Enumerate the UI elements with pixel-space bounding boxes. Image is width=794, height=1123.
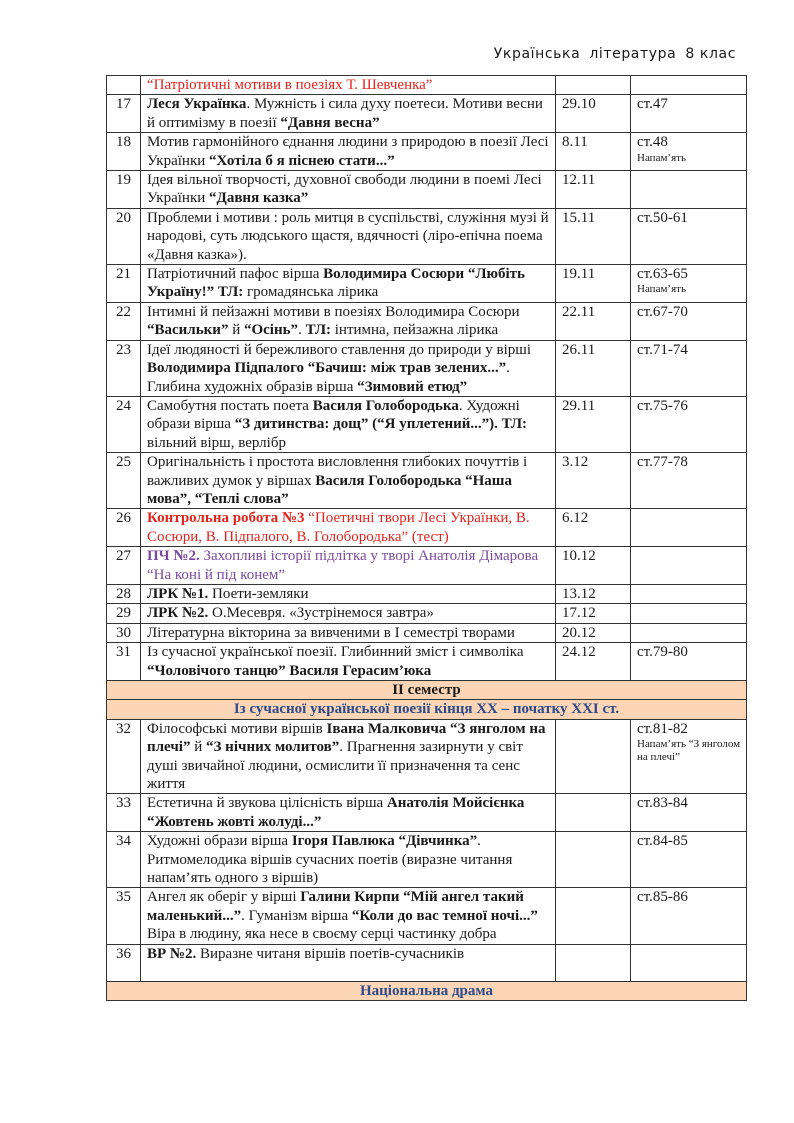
topic-text: ТЛ: (305, 322, 331, 339)
topic-text: ЛРК №2. (147, 605, 209, 622)
topic-text: Ідея вільної творчості, духовної свободи людини в поемі Лесі Українки (147, 172, 542, 207)
textbook-pages (631, 265, 747, 303)
lesson-topic (141, 604, 556, 623)
page-header (490, 46, 736, 62)
lesson-number: 21 (107, 265, 141, 303)
topic-text: Філософські мотиви віршів (147, 720, 327, 737)
textbook-pages (631, 944, 747, 981)
lesson-number: 30 (107, 623, 141, 642)
lesson-date: 19.11 (556, 265, 631, 303)
topic-text: Поети-земляки (208, 585, 309, 602)
textbook-pages (631, 453, 747, 509)
topic-text: й (228, 322, 244, 339)
table-row (107, 547, 747, 585)
topic-text: “З нічних молитов” (206, 739, 340, 756)
textbook-pages (631, 623, 747, 642)
lesson-topic (141, 643, 556, 681)
page-ref: ст.81-82 (637, 720, 688, 737)
topic-text: Проблеми і мотиви : роль митця в суспільстві, служіння музі й народові, суть людського щастя, вдячності (ліро-епічна поема «Давня казка»). (147, 209, 549, 263)
lesson-date: 17.12 (556, 604, 631, 623)
topic-text: О.Месевря. «Зустрінемося завтра» (208, 605, 434, 622)
memorize-note: Напам’ять (637, 151, 686, 164)
topic-text: Володимира Сосюри “Любіть Україну!” ТЛ: (147, 266, 525, 301)
topic-text: Анатолія Мойсієнка “Жовтень жовті жолуді...” (147, 795, 525, 830)
table-row (107, 171, 747, 209)
table-row (107, 643, 747, 681)
lesson-date: 26.11 (556, 340, 631, 396)
lesson-date (556, 794, 631, 832)
table-row (107, 396, 747, 452)
lesson-date: 12.11 (556, 171, 631, 209)
lesson-date (556, 76, 631, 95)
lesson-topic (141, 547, 556, 585)
lesson-date: 15.11 (556, 208, 631, 264)
topic-text: Галини Кирпи “Мій ангел такий маленький...” (147, 889, 524, 924)
topic-text: “Патріотичні мотиви в поезіях Т. Шевченка” (147, 77, 433, 93)
topic-text: . Художні образи вірша (147, 397, 520, 433)
table-row (107, 623, 747, 642)
topic-text: . Гуманізм вірша (241, 907, 352, 924)
header-word2: література (589, 46, 677, 62)
lesson-date: 29.10 (556, 95, 631, 133)
lesson-date (556, 832, 631, 888)
lesson-number: 19 (107, 171, 141, 209)
lesson-number: 36 (107, 944, 141, 981)
page-ref: ст.84-85 (637, 833, 688, 850)
lesson-number: 24 (107, 396, 141, 452)
lesson-number: 29 (107, 604, 141, 623)
lesson-number: 17 (107, 95, 141, 133)
lesson-date (556, 944, 631, 981)
topic-text: громадянська лірика (243, 284, 379, 301)
lesson-topic (141, 208, 556, 264)
page-ref: ст.79-80 (637, 644, 688, 661)
lesson-number: 35 (107, 888, 141, 944)
lesson-date (556, 719, 631, 794)
lesson-topic (141, 265, 556, 303)
lesson-number: 18 (107, 133, 141, 171)
topic-text: Із сучасної української поезії. Глибинний зміст і символіка (147, 644, 524, 661)
topic-text: Леся Українка (147, 96, 247, 113)
topic-text: “Давня весна” (280, 114, 380, 131)
lesson-topic (141, 944, 556, 981)
section-title: ІІ семестр (107, 681, 747, 700)
page-ref: ст.77-78 (637, 454, 688, 471)
topic-text: Володимира Підпалого “Бачиш: між трав зелених...” (147, 360, 507, 377)
topic-text: ЛРК №1. (147, 585, 209, 602)
page-ref: ст.50-61 (637, 209, 688, 226)
topic-text: . Прагнення зазирнути у світ душі звичайної людини, осмислити її призначення та сенс життя (147, 739, 523, 793)
topic-text: Василя Голобородька (312, 397, 459, 414)
page-ref: ст.71-74 (637, 341, 688, 358)
lesson-topic (141, 340, 556, 396)
table-row (107, 76, 747, 95)
page-ref: ст.63-65 (637, 266, 688, 283)
topic-text: Контрольна робота №3 (147, 510, 305, 527)
topic-text: й (190, 739, 207, 756)
section-header-row (107, 981, 747, 1000)
lesson-date: 8.11 (556, 133, 631, 171)
lesson-number: 34 (107, 832, 141, 888)
section-title: Із сучасної української поезії кінця ХХ – початку ХХІ ст. (107, 700, 747, 719)
topic-text: “Хотіла б я піснею стати...” (209, 152, 395, 169)
lesson-topic (141, 623, 556, 642)
textbook-pages (631, 584, 747, 603)
memorize-note: Напам’ять (637, 283, 686, 296)
lesson-date (556, 888, 631, 944)
lesson-number: 32 (107, 719, 141, 794)
lesson-topic (141, 95, 556, 133)
lesson-topic (141, 794, 556, 832)
topic-text: . Ритмомелодика віршів сучасних поетів (виразне читання напам’ять одного з віршів) (147, 833, 513, 887)
page-ref: ст.67-70 (637, 303, 688, 320)
lesson-topic (141, 171, 556, 209)
lesson-number (107, 76, 141, 95)
textbook-pages (631, 888, 747, 944)
lesson-number: 22 (107, 302, 141, 340)
topic-text: Ігоря Павлюка “Дівчинка” (291, 833, 478, 850)
page-ref: ст.75-76 (637, 397, 688, 414)
topic-text: інтимна, пейзажна лірика (331, 322, 499, 339)
lesson-number: 25 (107, 453, 141, 509)
textbook-pages (631, 604, 747, 623)
table-row (107, 719, 747, 794)
topic-text: “Осінь” (243, 322, 299, 339)
textbook-pages (631, 832, 747, 888)
section-header-row (107, 700, 747, 719)
lesson-topic (141, 302, 556, 340)
table-row (107, 265, 747, 303)
lesson-topic (141, 888, 556, 944)
lesson-topic (141, 133, 556, 171)
textbook-pages (631, 302, 747, 340)
topic-text: Мотив гармонійного єднання людини з природою в поезії Лесі Українки (147, 134, 549, 169)
textbook-pages (631, 794, 747, 832)
table-row (107, 340, 747, 396)
topic-text: Виразне читаня віршів поетів-сучасників (196, 945, 465, 962)
topic-text: “Васильки” (147, 322, 229, 339)
topic-text: “Зимовий етюд” (357, 378, 468, 395)
lesson-date: 29.11 (556, 396, 631, 452)
section-title: Національна драма (107, 981, 747, 1000)
topic-text: . Мужність і сила духу поетеси. Мотиви весни й оптимізму в поезії (147, 96, 543, 131)
topic-text: “Поетичні твори Лесі Українки, В. Сосюри, В. Підпалого, В. Голобородька” (тест) (147, 510, 530, 545)
lesson-number: 33 (107, 794, 141, 832)
topic-text: вільний вірш, верлібр (147, 434, 286, 451)
topic-text: Івана Малковича “З янголом на плечі” (147, 720, 546, 756)
table-row (107, 133, 747, 171)
textbook-pages (631, 340, 747, 396)
topic-text: Василя Голобородька “Наша мова”, “Теплі слова” (147, 472, 512, 507)
topic-text: . Глибина художніх образів вірша (147, 360, 510, 395)
table-row (107, 888, 747, 944)
textbook-pages (631, 509, 747, 547)
table-row (107, 604, 747, 623)
topic-text: Патріотичний пафос вірша (147, 266, 324, 283)
header-grade: 8 клас (685, 46, 736, 62)
lesson-topic (141, 453, 556, 509)
topic-text: ВР №2. (147, 945, 197, 962)
topic-text: Захопливі історії підлітка у творі Анатолія Дімарова “На коні й під конем” (147, 548, 539, 583)
page-ref: ст.48 (637, 134, 668, 151)
topic-text: Ідеї людяності й бережливого ставлення до природи у вірші (147, 341, 532, 358)
lesson-number: 26 (107, 509, 141, 547)
page-ref: ст.85-86 (637, 889, 688, 906)
topic-text: Оригінальність і простота висловлення глибоких почуттів і важливих думок у віршах (147, 454, 528, 489)
topic-text: Літературна вікторина за вивченими в І семестрі творами (147, 624, 515, 641)
lesson-topic (141, 832, 556, 888)
lesson-date: 10.12 (556, 547, 631, 585)
topic-text: Самобутня постать поета (147, 397, 313, 414)
table-row (107, 509, 747, 547)
lesson-date: 22.11 (556, 302, 631, 340)
table-row (107, 832, 747, 888)
topic-text: ПЧ №2. (147, 548, 200, 565)
textbook-pages (631, 95, 747, 133)
table-row (107, 208, 747, 264)
topic-text: . (298, 322, 306, 339)
textbook-pages (631, 133, 747, 171)
textbook-pages (631, 547, 747, 585)
page-ref: ст.83-84 (637, 795, 688, 812)
topic-text: Ангел як оберіг у вірші (147, 889, 301, 906)
topic-text: Інтимні й пейзажні мотиви в поезіях Володимира Сосюри (147, 303, 520, 320)
lesson-date: 13.12 (556, 584, 631, 603)
lesson-topic (141, 76, 556, 95)
lesson-topic (141, 509, 556, 547)
textbook-pages (631, 76, 747, 95)
lesson-topic (141, 396, 556, 452)
table-row (107, 584, 747, 603)
topic-text: Художні образи вірша (147, 833, 292, 850)
table-row (107, 944, 747, 981)
textbook-pages (631, 396, 747, 452)
lesson-date: 24.12 (556, 643, 631, 681)
table-row (107, 302, 747, 340)
header-subject: Українська (493, 46, 581, 62)
topic-text: Естетична й звукова цілісність вірша (147, 795, 387, 812)
topic-text: “Коли до вас темної ночі...” (351, 907, 538, 924)
table-row (107, 95, 747, 133)
table-row (107, 453, 747, 509)
lesson-number: 23 (107, 340, 141, 396)
topic-text: “З дитинства: дощ” (“Я уплетений...”). ТЛ: (234, 416, 528, 433)
table-row (107, 794, 747, 832)
textbook-pages (631, 208, 747, 264)
lesson-number: 27 (107, 547, 141, 585)
page-ref: ст.47 (637, 96, 668, 113)
textbook-pages (631, 171, 747, 209)
lesson-number: 20 (107, 208, 141, 264)
lesson-date: 6.12 (556, 509, 631, 547)
memorize-note: Напам’ять “З янголом на плечі” (637, 738, 741, 763)
lesson-topic (141, 719, 556, 794)
topic-text: Віра в людину, яка несе в своєму серці частинку добра (147, 926, 497, 943)
lesson-topic (141, 584, 556, 603)
textbook-pages (631, 719, 747, 794)
lesson-date: 20.12 (556, 623, 631, 642)
topic-text: “Чоловічого танцю” Василя Герасим’юка (147, 662, 432, 679)
lesson-number: 31 (107, 643, 141, 681)
textbook-pages (631, 643, 747, 681)
lesson-date: 3.12 (556, 453, 631, 509)
topic-text: “Давня казка” (209, 190, 309, 207)
lesson-number: 28 (107, 584, 141, 603)
lesson-plan-table (106, 75, 747, 1001)
section-header-row (107, 681, 747, 700)
